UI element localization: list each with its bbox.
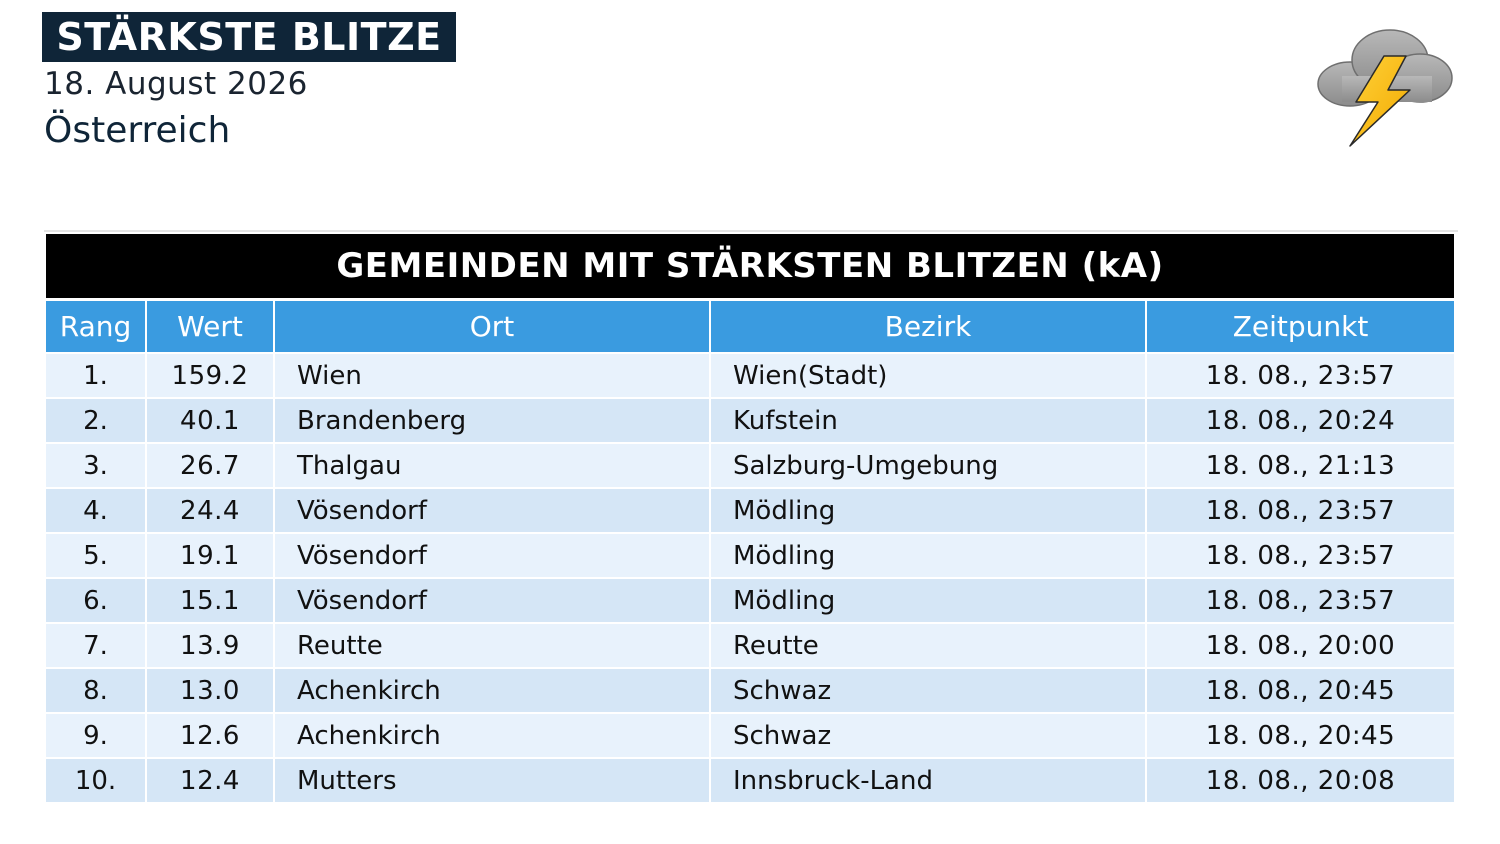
thunderstorm-cloud-icon [1312,18,1456,150]
lightning-table [46,234,1454,802]
table-row [46,668,1454,713]
region-label: Österreich [44,110,231,151]
district-cell: Reutte [710,623,1146,668]
district-cell: Schwaz [710,668,1146,713]
table-row [46,758,1454,802]
table-row [46,353,1454,398]
value-cell: 26.7 [146,443,274,488]
rank-cell: 8. [46,668,146,713]
place-cell: Mutters [274,758,710,802]
column-header-time: Zeitpunkt [1146,301,1454,353]
value-cell: 13.9 [146,623,274,668]
time-cell: 18. 08., 20:00 [1146,623,1454,668]
place-cell: Achenkirch [274,668,710,713]
divider [44,230,1458,232]
rank-cell: 10. [46,758,146,802]
district-cell: Kufstein [710,398,1146,443]
time-cell: 18. 08., 23:57 [1146,533,1454,578]
column-header-rank: Rang [46,301,146,353]
time-cell: 18. 08., 20:45 [1146,668,1454,713]
district-cell: Innsbruck-Land [710,758,1146,802]
place-cell: Brandenberg [274,398,710,443]
rank-cell: 6. [46,578,146,623]
place-cell: Wien [274,353,710,398]
column-header-row [46,301,1454,353]
time-cell: 18. 08., 21:13 [1146,443,1454,488]
table-row [46,443,1454,488]
time-cell: 18. 08., 23:57 [1146,488,1454,533]
place-cell: Vösendorf [274,533,710,578]
rank-cell: 9. [46,713,146,758]
value-cell: 13.0 [146,668,274,713]
table-row [46,488,1454,533]
time-cell: 18. 08., 20:45 [1146,713,1454,758]
district-cell: Mödling [710,488,1146,533]
table-row [46,623,1454,668]
place-cell: Achenkirch [274,713,710,758]
value-cell: 159.2 [146,353,274,398]
place-cell: Vösendorf [274,488,710,533]
district-cell: Salzburg-Umgebung [710,443,1146,488]
table-row [46,713,1454,758]
table-row [46,398,1454,443]
rank-cell: 2. [46,398,146,443]
time-cell: 18. 08., 20:08 [1146,758,1454,802]
rank-cell: 1. [46,353,146,398]
table-row [46,578,1454,623]
report-date: 18. August 2026 [44,66,308,102]
value-cell: 12.4 [146,758,274,802]
rank-cell: 7. [46,623,146,668]
rank-cell: 4. [46,488,146,533]
column-header-district: Bezirk [710,301,1146,353]
table-row [46,533,1454,578]
time-cell: 18. 08., 23:57 [1146,353,1454,398]
place-cell: Vösendorf [274,578,710,623]
page-title: STÄRKSTE BLITZE [42,12,456,62]
district-cell: Mödling [710,578,1146,623]
district-cell: Mödling [710,533,1146,578]
table-title: GEMEINDEN MIT STÄRKSTEN BLITZEN (kA) [46,234,1454,298]
place-cell: Thalgau [274,443,710,488]
value-cell: 24.4 [146,488,274,533]
rank-cell: 5. [46,533,146,578]
column-header-place: Ort [274,301,710,353]
time-cell: 18. 08., 20:24 [1146,398,1454,443]
district-cell: Schwaz [710,713,1146,758]
place-cell: Reutte [274,623,710,668]
value-cell: 12.6 [146,713,274,758]
results-table [46,301,1454,802]
value-cell: 15.1 [146,578,274,623]
value-cell: 40.1 [146,398,274,443]
column-header-value: Wert [146,301,274,353]
value-cell: 19.1 [146,533,274,578]
district-cell: Wien(Stadt) [710,353,1146,398]
time-cell: 18. 08., 23:57 [1146,578,1454,623]
rank-cell: 3. [46,443,146,488]
